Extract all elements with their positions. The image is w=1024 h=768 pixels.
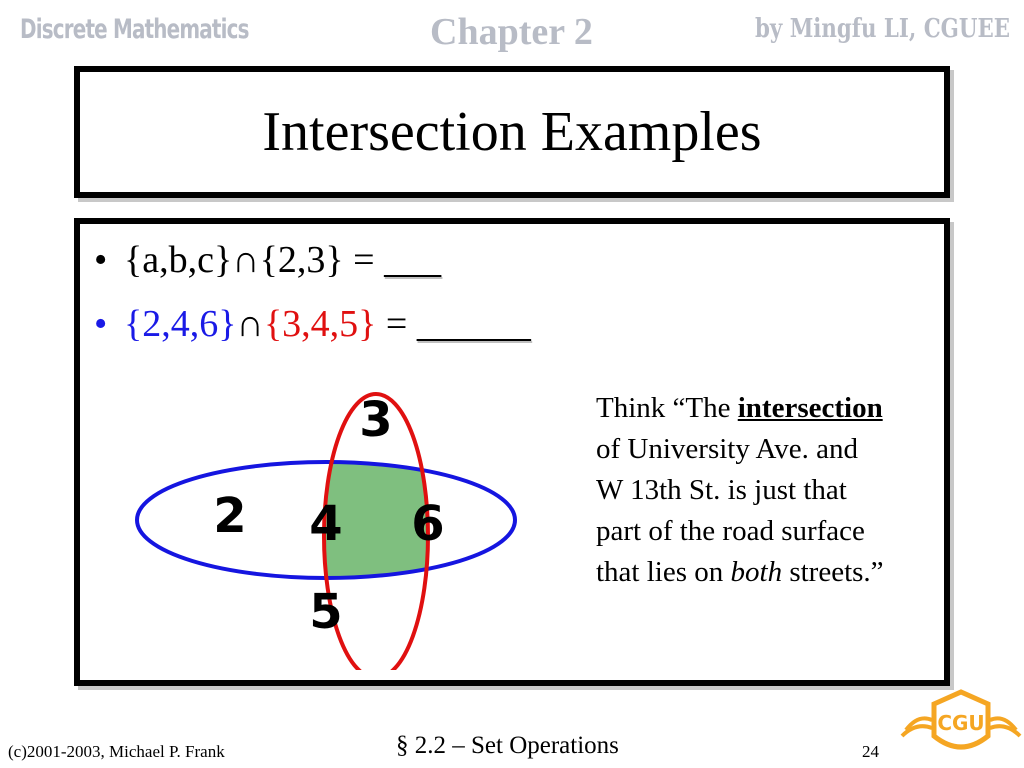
intersection-symbol: ∩	[236, 303, 264, 345]
analogy-note	[596, 388, 886, 593]
bullet-item	[94, 302, 531, 346]
equals-sign: =	[376, 303, 417, 345]
answer-blank: ______	[416, 303, 531, 345]
content-box	[74, 218, 950, 686]
university-logo	[898, 684, 1024, 768]
set-a: {2,4,6}	[124, 303, 237, 345]
bullet-dot: •	[94, 239, 108, 281]
intersection-symbol: ∩	[232, 239, 260, 281]
title-box	[74, 66, 950, 198]
venn-label-center: 4	[309, 496, 343, 552]
note-suffix: streets.”	[789, 556, 884, 588]
equals-sign: =	[343, 239, 385, 281]
footer-section: § 2.2 – Set Operations	[396, 732, 619, 759]
note-bold-term: intersection	[737, 392, 883, 424]
slide-title: Intersection Examples	[262, 101, 762, 163]
set-a: {a,b,c}	[124, 239, 233, 281]
footer-copyright: (c)2001-2003, Michael P. Frank	[8, 742, 225, 761]
venn-label-bottom: 5	[309, 584, 343, 640]
bullet-item	[94, 238, 441, 282]
page-number: 24	[862, 742, 879, 761]
venn-label-top: 3	[359, 392, 393, 448]
header-author: by Mingfu LI, CGUEE	[754, 14, 1010, 44]
header-chapter: Chapter 2	[430, 11, 593, 53]
venn-label-right: 6	[411, 496, 445, 552]
venn-label-left: 2	[213, 488, 247, 544]
bullet-dot: •	[94, 303, 108, 345]
header-course-name: Discrete Mathematics	[20, 14, 249, 45]
set-b: {2,3}	[259, 239, 344, 281]
logo-text: CGU	[937, 711, 985, 735]
venn-diagram	[130, 370, 530, 670]
set-b: {3,4,5}	[263, 303, 377, 345]
note-body: University Ave. and W 13th St. is just that part of the road surface that lies on	[596, 433, 865, 588]
note-after-bold: of	[596, 433, 621, 465]
note-prefix: Think “The	[596, 392, 731, 424]
note-italic: both	[730, 556, 783, 588]
answer-blank: ___	[384, 239, 442, 281]
